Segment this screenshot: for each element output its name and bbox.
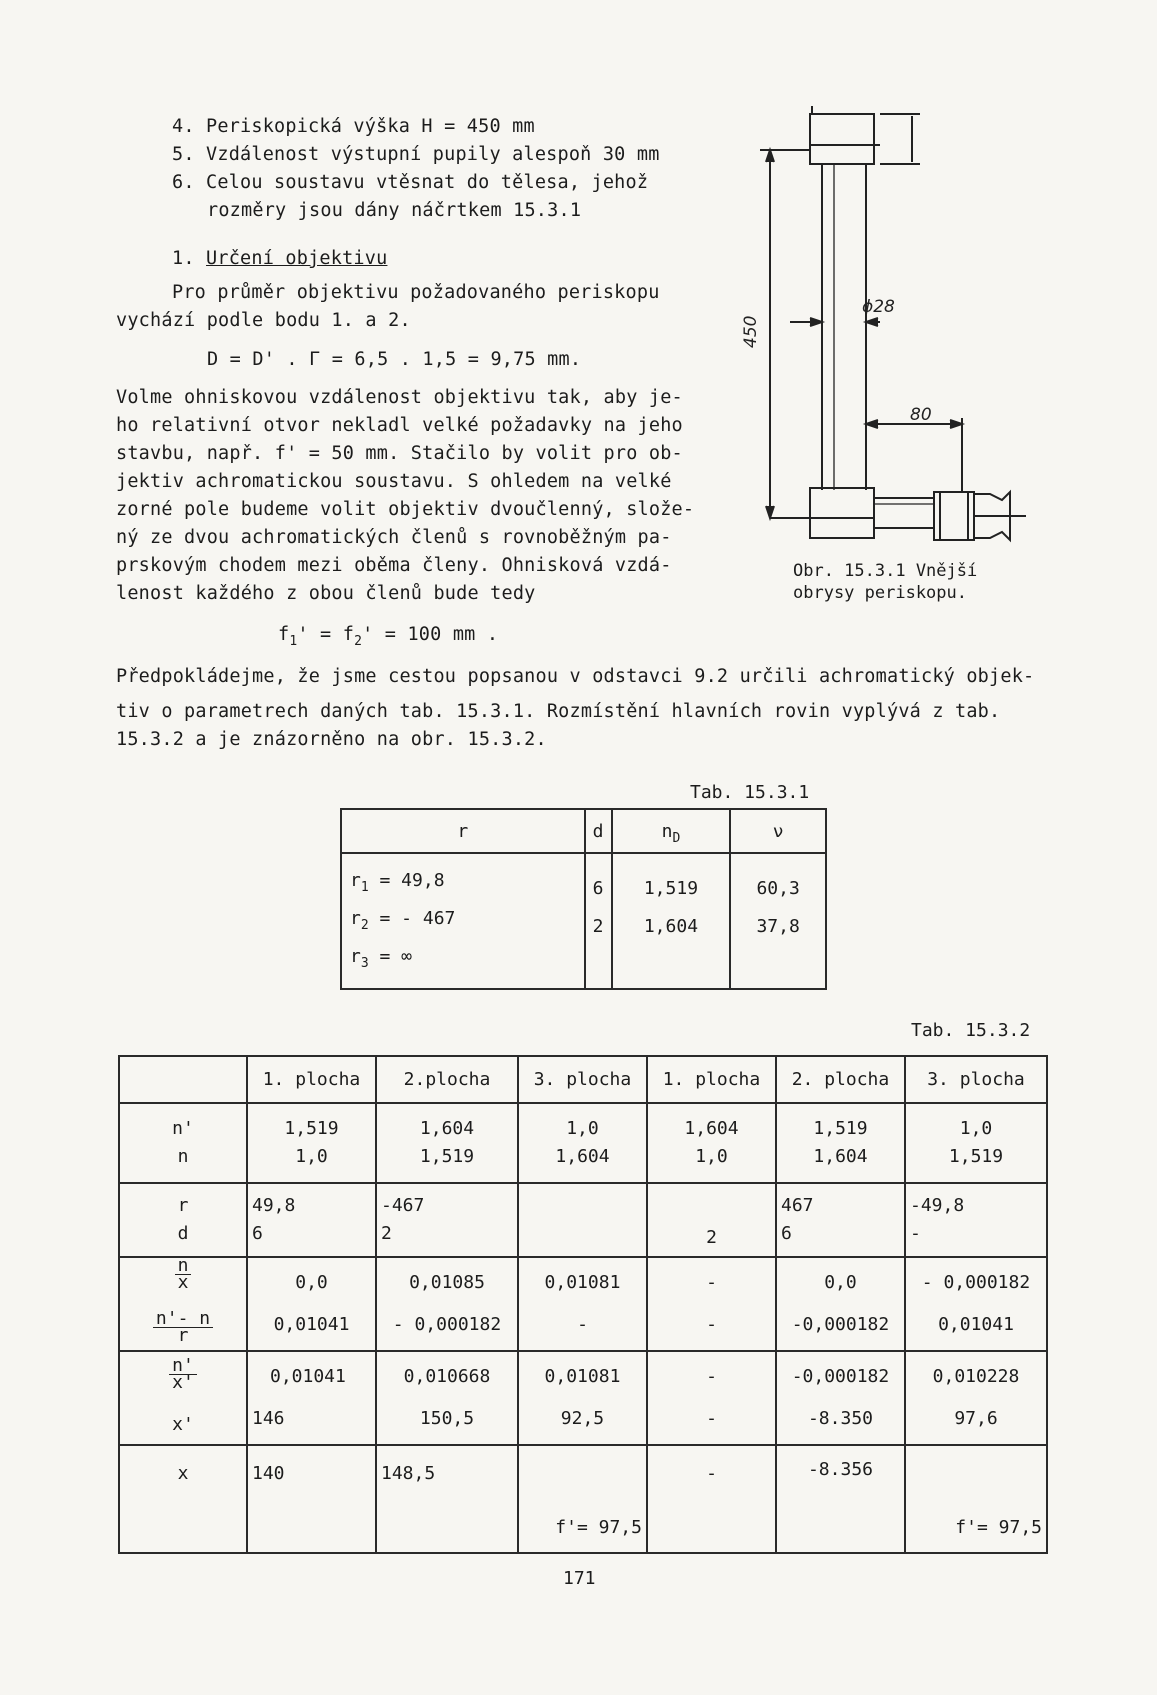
- frac-np-over-xp: $\frac{n'}{x'}$: [169, 1358, 197, 1391]
- para3-line3: 15.3.2 a je znázorněno na obr. 15.3.2.: [116, 729, 547, 750]
- t1-header-n-sub: D: [672, 830, 681, 846]
- formula-f: f: [278, 624, 290, 645]
- para2-line8: lenost každého z obou členů bude tedy: [116, 583, 536, 604]
- t2-header-3: 3. plocha: [518, 1056, 647, 1103]
- para1-line2: vychází podle bodu 1. a 2.: [116, 310, 411, 331]
- item-6: 6. Celou soustavu vtěsnat do tělesa, jehož: [172, 172, 649, 193]
- t1-d2: 2: [592, 916, 604, 937]
- page-number: 171: [563, 1568, 596, 1589]
- t1-header-r: r: [341, 809, 585, 853]
- t2-label-xprime: $\frac{n'}{x'}$ x': [119, 1351, 247, 1445]
- periscope-drawing: [730, 100, 1060, 570]
- t2-x-5: -8.356: [776, 1445, 905, 1553]
- para2-line3: stavbu, např. f' = 50 mm. Stačilo by volit pro ob-: [116, 443, 683, 464]
- t2-rd-2: -467 2: [376, 1183, 518, 1257]
- t2-label-n: n' n: [119, 1103, 247, 1183]
- height-label: 450: [741, 315, 761, 348]
- t1-header-n-sym: n: [661, 820, 673, 842]
- t1-nu2: 37,8: [756, 916, 800, 937]
- t1-r1: $r_1 = 49,8$: [350, 870, 445, 895]
- figure-caption: [793, 560, 977, 604]
- formula-sub-2: 2: [354, 634, 363, 649]
- t2-header-5: 2. plocha: [776, 1056, 905, 1103]
- t2-header-2: 2.plocha: [376, 1056, 518, 1103]
- t2-n-6: 1,0 1,519: [905, 1103, 1047, 1183]
- formula-diameter: D = D' . Γ = 6,5 . 1,5 = 9,75 mm.: [207, 349, 582, 370]
- para2-line6: ný ze dvou achromatických členů s rovnoběžným pa-: [116, 527, 672, 548]
- t2-n-5: 1,519 1,604: [776, 1103, 905, 1183]
- t1-nu1: 60,3: [756, 878, 800, 899]
- para3-line1: Předpokládejme, že jsme cestou popsanou v odstavci 9.2 určili achromatický objek-: [116, 666, 1035, 687]
- para2-line5: zorné pole budeme volit objektiv dvoučlenný, slože-: [116, 499, 695, 520]
- t2-ratio-5: 0,0 -0,000182: [776, 1257, 905, 1351]
- t2-label-rd: r d: [119, 1183, 247, 1257]
- formula-focal: [278, 620, 498, 650]
- t2-header-6: 3. plocha: [905, 1056, 1047, 1103]
- t2-rd-6: -49,8 -: [905, 1183, 1047, 1257]
- t1-r2: $r_2$ = - 467: [350, 908, 456, 933]
- para2-line4: jektiv achromatickou soustavu. S ohledem na velké: [116, 471, 672, 492]
- t2-xp-4: - -: [647, 1351, 776, 1445]
- t2-ratio-4: - -: [647, 1257, 776, 1351]
- t1-n2: 1,604: [643, 916, 699, 937]
- t2-rd-4: 2: [647, 1183, 776, 1257]
- t2-row-x: [119, 1445, 1047, 1553]
- t2-row-n: [119, 1103, 1047, 1183]
- section-number: 1.: [172, 248, 195, 269]
- t2-rd-5: 467 6: [776, 1183, 905, 1257]
- t2-row-rd: [119, 1183, 1047, 1257]
- caption-line1: Obr. 15.3.1 Vnější: [793, 561, 978, 581]
- t2-header-1: 1. plocha: [247, 1056, 376, 1103]
- t2-rd-1: 49,8 6: [247, 1183, 376, 1257]
- item-6-cont: rozměry jsou dány náčrtkem 15.3.1: [207, 200, 582, 221]
- t2-xp-5: -0,000182 -8.350: [776, 1351, 905, 1445]
- t2-rd-3: [518, 1183, 647, 1257]
- t2-header-4: 1. plocha: [647, 1056, 776, 1103]
- t2-x-6: f'= 97,5: [905, 1445, 1047, 1553]
- table1-label: Tab. 15.3.1: [690, 782, 810, 803]
- item-5: 5. Vzdálenost výstupní pupily alespoň 30 mm: [172, 144, 660, 165]
- formula-sub-1: 1: [289, 634, 298, 649]
- formula-rest: ' = 100 mm .: [362, 624, 499, 645]
- t1-r-column: [341, 853, 585, 989]
- item-4: 4. Periskopická výška H = 450 mm: [172, 116, 535, 137]
- formula-eq: ' = f: [297, 624, 355, 645]
- t2-n-1: 1,519 1,0: [247, 1103, 376, 1183]
- frac-dn-over-r: $\frac{n'- n}{r}$: [153, 1311, 213, 1344]
- t2-x-4: -: [647, 1445, 776, 1553]
- t2-n-4: 1,604 1,0: [647, 1103, 776, 1183]
- table-15-3-2: [118, 1055, 1048, 1554]
- t2-xp-2: 0,010668 150,5: [376, 1351, 518, 1445]
- t2-ratio-3: 0,01081 -: [518, 1257, 647, 1351]
- t2-row-ratios: [119, 1257, 1047, 1351]
- width-label: 80: [910, 405, 932, 425]
- t2-n-3: 1,0 1,604: [518, 1103, 647, 1183]
- t2-label-ratios: [119, 1257, 247, 1351]
- para2-line7: prskovým chodem mezi oběma členy. Ohnisková vzdá-: [116, 555, 672, 576]
- para2-line1: Volme ohniskovou vzdálenost objektivu tak, aby je-: [116, 387, 683, 408]
- section-heading: [172, 244, 387, 274]
- t2-n-2: 1,604 1,519: [376, 1103, 518, 1183]
- section-title: Určení objektivu: [206, 248, 388, 269]
- para3-line2: tiv o parametrech daných tab. 15.3.1. Rozmístění hlavních rovin vyplývá z tab.: [116, 701, 1001, 722]
- frac-n-over-x: $\frac{n}{x}$: [175, 1258, 192, 1291]
- para1-line1: Pro průměr objektivu požadovaného periskopu: [172, 282, 660, 303]
- t1-header-n: [612, 809, 731, 853]
- t1-n-column: [612, 853, 731, 989]
- table2-label: Tab. 15.3.2: [911, 1020, 1031, 1041]
- t2-ratio-6: - 0,000182 0,01041: [905, 1257, 1047, 1351]
- t2-ratio-1: 0,0 0,01041: [247, 1257, 376, 1351]
- t1-n1: 1,519: [643, 878, 699, 899]
- para2-line2: ho relativní otvor nekladl velké požadavky na jeho: [116, 415, 683, 436]
- top-head: [810, 114, 874, 164]
- t2-label-x: x: [119, 1445, 247, 1553]
- t2-row-xprime: [119, 1351, 1047, 1445]
- t2-xp-1: 0,01041 146: [247, 1351, 376, 1445]
- t2-x-2: 148,5: [376, 1445, 518, 1553]
- t1-nu-column: [730, 853, 826, 989]
- t2-ratio-2: 0,01085 - 0,000182: [376, 1257, 518, 1351]
- t1-header-d: d: [585, 809, 612, 853]
- diameter-label: ϕ28: [862, 297, 895, 317]
- t2-x-1: 140: [247, 1445, 376, 1553]
- t2-xp-3: 0,01081 92,5: [518, 1351, 647, 1445]
- t2-x-3: f'= 97,5: [518, 1445, 647, 1553]
- bottom-block: [810, 488, 874, 538]
- t1-d-column: [585, 853, 612, 989]
- t1-r3: $r_3$ = ∞: [350, 946, 413, 971]
- t2-header-0: [119, 1056, 247, 1103]
- t1-d1: 6: [592, 878, 604, 899]
- caption-line2: obrysy periskopu.: [793, 583, 967, 603]
- t2-xp-6: 0,010228 97,6: [905, 1351, 1047, 1445]
- table-15-3-1: [340, 808, 827, 990]
- t1-header-nu: ν: [730, 809, 826, 853]
